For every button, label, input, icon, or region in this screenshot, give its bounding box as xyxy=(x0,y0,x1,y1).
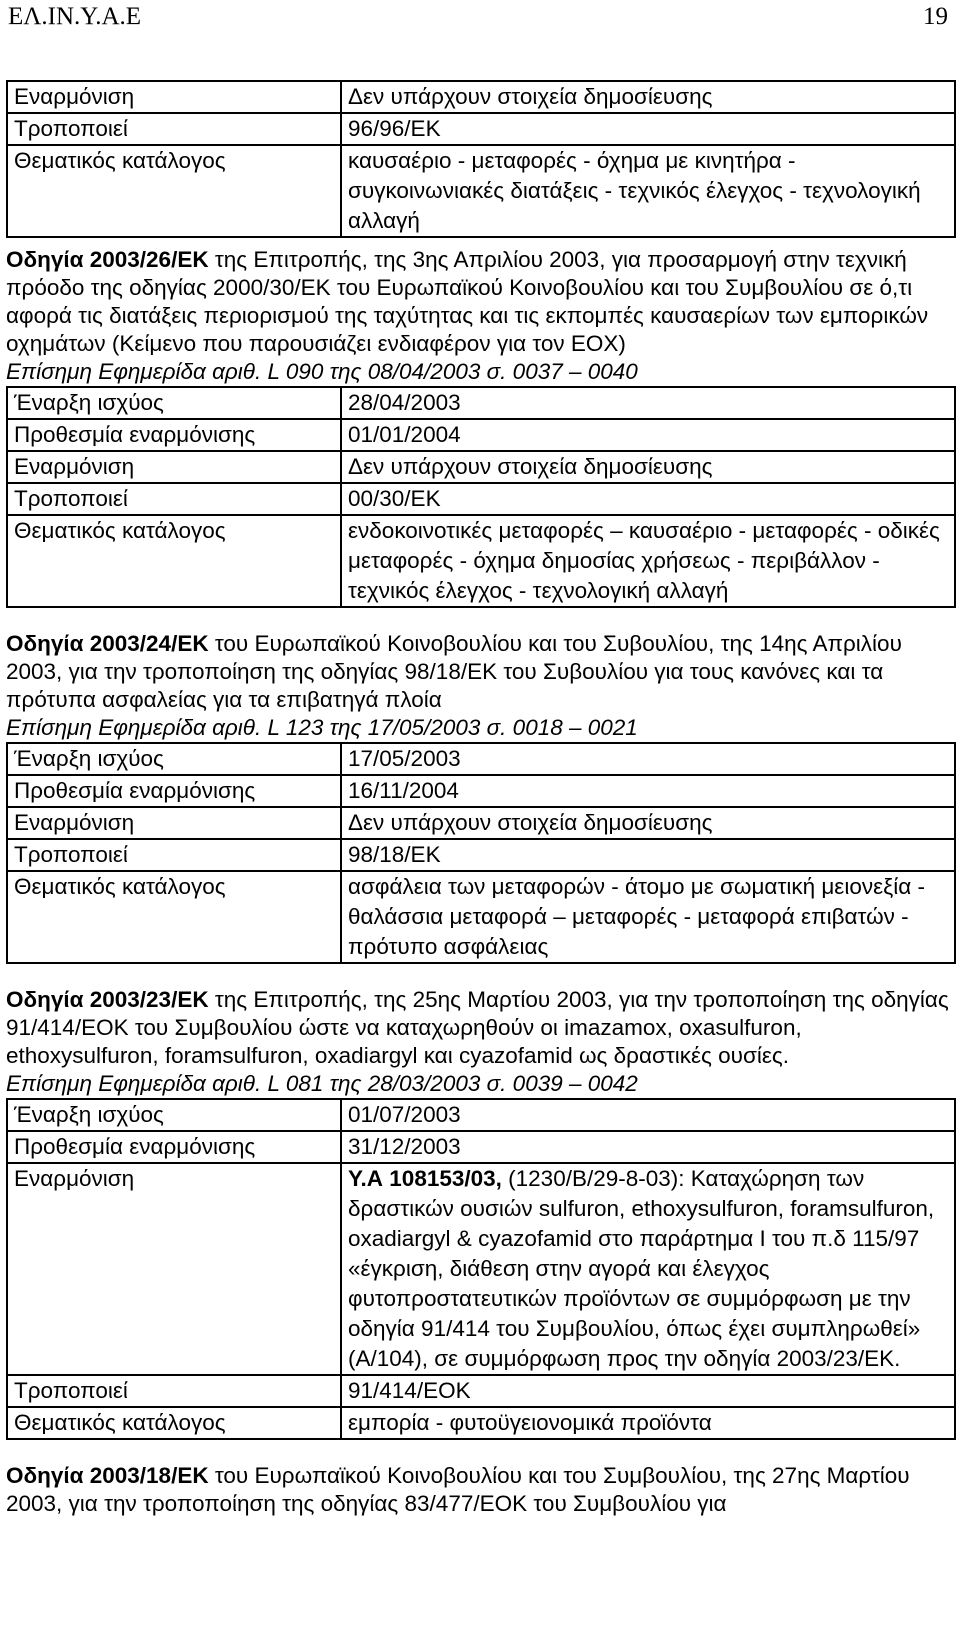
value-cell: εμπορία - φυτοϋγειονομικά προϊόντα xyxy=(341,1407,955,1439)
table-row xyxy=(7,451,955,483)
metadata-table xyxy=(6,80,956,238)
directive-entry xyxy=(6,1462,956,1518)
table-row xyxy=(7,483,955,515)
table-row xyxy=(7,1375,955,1407)
label-cell: Θεματικός κατάλογος xyxy=(7,515,341,607)
label-cell: Έναρξη ισχύος xyxy=(7,743,341,775)
label-cell: Προθεσμία εναρμόνισης xyxy=(7,1131,341,1163)
value-cell: 98/18/ΕΚ xyxy=(341,839,955,871)
directive-entry xyxy=(6,630,956,964)
directive-title: Οδηγία 2003/26/ΕΚ xyxy=(6,247,209,272)
directive-text: του Ευρωπαϊκού Κοινοβουλίου και του Συβουλίου, της 14ης Απριλίου 2003, για την τροποποίηση της οδηγίας 98/18/ΕΚ του Συβουλίου για τους κανόνες και τα πρότυπα ασφαλείας για τα επιβατηγά πλοία xyxy=(6,631,902,712)
label-cell: Θεματικός κατάλογος xyxy=(7,1407,341,1439)
table-row xyxy=(7,775,955,807)
value-cell: Δεν υπάρχουν στοιχεία δημοσίευσης xyxy=(341,451,955,483)
metadata-table xyxy=(6,742,956,964)
directive-description xyxy=(6,1462,956,1518)
metadata-table xyxy=(6,1098,956,1440)
table-row xyxy=(7,145,955,237)
directive-title: Οδηγία 2003/18/ΕΚ xyxy=(6,1463,209,1488)
table-row xyxy=(7,871,955,963)
label-cell: Τροποποιεί xyxy=(7,483,341,515)
value-cell: Δεν υπάρχουν στοιχεία δημοσίευσης xyxy=(341,81,955,113)
directive-text: της Επιτροπής, της 3ης Απριλίου 2003, για προσαρμογή στην τεχνική πρόοδο της οδηγίας 2000/30/ΕΚ του Ευρωπαϊκού Κοινοβουλίου και του Συμβουλίου σε ό,τι αφορά τις διατάξεις περιορισμού της ταχύτητας και τις εκπομπές καυσαερίων των εμπορικών οχημάτων (Κείμενο που παρουσιάζει ενδιαφέρον για τον ΕΟΧ) xyxy=(6,247,929,356)
official-journal-ref: Επίσημη Εφημερίδα αριθ. L 081 της 28/03/2003 σ. 0039 – 0042 xyxy=(6,1071,638,1096)
label-cell: Εναρμόνιση xyxy=(7,1163,341,1375)
label-cell: Προθεσμία εναρμόνισης xyxy=(7,419,341,451)
value-cell: Δεν υπάρχουν στοιχεία δημοσίευσης xyxy=(341,807,955,839)
table-row xyxy=(7,839,955,871)
label-cell: Τροποποιεί xyxy=(7,1375,341,1407)
directive-text: της Επιτροπής, της 25ης Μαρτίου 2003, για την τροποποίηση της οδηγίας 91/414/ΕΟΚ του Συμβουλίου ώστε να καταχωρηθούν οι imazamox, oxasulfuron, ethoxysulfuron, foramsulfuron, oxadiargyl και cyazofamid ως δραστικές ουσίες. xyxy=(6,987,949,1068)
table-row xyxy=(7,515,955,607)
table-row xyxy=(7,1163,955,1375)
value-cell: 91/414/ΕΟΚ xyxy=(341,1375,955,1407)
official-journal-ref: Επίσημη Εφημερίδα αριθ. L 090 της 08/04/2003 σ. 0037 – 0040 xyxy=(6,359,638,384)
label-cell: Προθεσμία εναρμόνισης xyxy=(7,775,341,807)
table-row xyxy=(7,1131,955,1163)
page-number: 19 xyxy=(923,3,948,30)
document-body xyxy=(6,80,956,1518)
table-row xyxy=(7,1407,955,1439)
official-journal-ref: Επίσημη Εφημερίδα αριθ. L 123 της 17/05/2003 σ. 0018 – 0021 xyxy=(6,715,638,740)
directive-description xyxy=(6,246,956,358)
value-cell xyxy=(341,1163,955,1375)
directive-entry xyxy=(6,246,956,608)
table-row xyxy=(7,743,955,775)
header-title: ΕΛ.ΙΝ.Υ.Α.Ε xyxy=(8,3,142,30)
directive-title: Οδηγία 2003/23/ΕΚ xyxy=(6,987,209,1012)
label-cell: Εναρμόνιση xyxy=(7,807,341,839)
value-cell: ενδοκοινοτικές μεταφορές – καυσαέριο - μεταφορές - οδικές μεταφορές - όχημα δημοσίας χρήσεως - περιβάλλον - τεχνικός έλεγχος - τεχνολογική αλλαγή xyxy=(341,515,955,607)
label-cell: Έναρξη ισχύος xyxy=(7,1099,341,1131)
value-cell: καυσαέριο - μεταφορές - όχημα με κινητήρα - συγκοινωνιακές διατάξεις - τεχνικός έλεγχος - τεχνολογική αλλαγή xyxy=(341,145,955,237)
label-cell: Εναρμόνιση xyxy=(7,451,341,483)
value-cell: 17/05/2003 xyxy=(341,743,955,775)
table-row xyxy=(7,387,955,419)
label-cell: Θεματικός κατάλογος xyxy=(7,145,341,237)
value-cell: 01/01/2004 xyxy=(341,419,955,451)
harmonization-text: (1230/Β/29-8-03): Καταχώρηση των δραστικών ουσιών sulfuron, ethoxysulfuron, foramsulfuron, oxadiargyl & cyazofamid στο παράρτημα Ι του π.δ 115/97 «έγκριση, διάθεση στην αγορά και έλεγχος φυτοπροστατευτικών προϊόντων σε συμμόρφωση με την οδηγία 91/414 του Συμβουλίου, όπως έχει συμπληρωθεί» (Α/104), σε συμμόρφωση προς την οδηγία 2003/23/ΕΚ. xyxy=(348,1166,935,1371)
value-cell: 16/11/2004 xyxy=(341,775,955,807)
label-cell: Έναρξη ισχύος xyxy=(7,387,341,419)
harmonization-act-ref: Υ.Α 108153/03, xyxy=(348,1166,502,1191)
table-row xyxy=(7,113,955,145)
directive-description xyxy=(6,630,956,714)
directive-text: του Ευρωπαϊκού Κοινοβουλίου και του Συμβουλίου, της 27ης Μαρτίου 2003, για την τροποποίηση της οδηγίας 83/477/ΕΟΚ του Συμβουλίου για xyxy=(6,1463,910,1516)
directive-title: Οδηγία 2003/24/ΕΚ xyxy=(6,631,209,656)
table-row xyxy=(7,419,955,451)
table-row xyxy=(7,807,955,839)
page-header xyxy=(0,0,960,40)
value-cell: 01/07/2003 xyxy=(341,1099,955,1131)
label-cell: Εναρμόνιση xyxy=(7,81,341,113)
label-cell: Τροποποιεί xyxy=(7,839,341,871)
value-cell: ασφάλεια των μεταφορών - άτομο με σωματική μειονεξία - θαλάσσια μεταφορά – μεταφορές - μεταφορά επιβατών - πρότυπο ασφάλειας xyxy=(341,871,955,963)
metadata-table xyxy=(6,386,956,608)
table-row xyxy=(7,1099,955,1131)
value-cell: 00/30/ΕΚ xyxy=(341,483,955,515)
value-cell: 31/12/2003 xyxy=(341,1131,955,1163)
value-cell: 28/04/2003 xyxy=(341,387,955,419)
directive-description xyxy=(6,986,956,1070)
label-cell: Τροποποιεί xyxy=(7,113,341,145)
table-row xyxy=(7,81,955,113)
value-cell: 96/96/ΕΚ xyxy=(341,113,955,145)
label-cell: Θεματικός κατάλογος xyxy=(7,871,341,963)
directive-entry xyxy=(6,986,956,1440)
